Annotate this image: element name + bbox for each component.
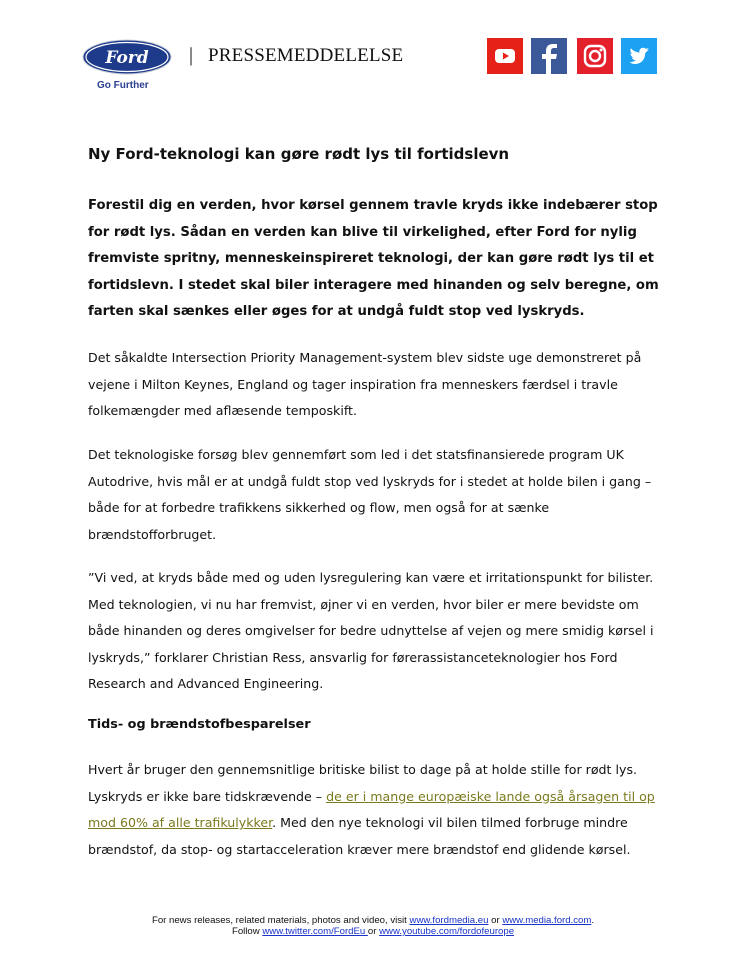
youtube-icon: [487, 38, 523, 74]
body-paragraph-2: Det teknologiske forsøg blev gennemført som led i det statsfinansierede program UK Autodrive, hvis mål er at undgå fuldt stop ved lyskryds for i stedet at holde bilen i gang – både for at forbedre trafikkens sikkerhed og flow, men også for at sænke brændstofforbruget.: [88, 447, 652, 542]
footer-text: or: [488, 915, 503, 926]
document-type: PRESSEMEDDELELSE: [208, 45, 404, 66]
accident-statistics-link[interactable]: de er i mange europæiske lande også årsagen til op mod 60% af alle trafikulykker: [88, 788, 655, 830]
footer-line-2: [0, 926, 746, 937]
paragraph-text: . Med den nye teknologi vil bilen tilmed forbruge mindre brændstof, da stop- og startacceleration kræver mere brændstof end glidende kørsel.: [88, 815, 631, 857]
youtube-link[interactable]: [487, 38, 523, 74]
twitter-link[interactable]: [621, 38, 657, 74]
footer-line-1: [0, 915, 746, 926]
instagram-icon: [577, 38, 613, 74]
footer-text: or: [367, 926, 380, 937]
tagline: Go Further: [97, 80, 149, 91]
fordmedia-link[interactable]: www.fordmedia.eu: [409, 915, 489, 926]
header-separator: |: [189, 44, 194, 66]
footer-text: Follow: [231, 926, 263, 937]
footer-text: For news releases, related materials, photos and video, visit: [151, 915, 410, 926]
article-title: Ny Ford-teknologi kan gøre rødt lys til fortidslevn: [88, 145, 510, 163]
section-subheading: Tids- og brændstofbesparelser: [88, 717, 311, 732]
instagram-link[interactable]: [577, 38, 613, 74]
ford-logo-wordmark: Ford: [105, 48, 149, 68]
ford-logo[interactable]: [82, 39, 172, 75]
footer-text: .: [591, 915, 595, 926]
footer: [0, 915, 746, 937]
quote-paragraph: ”Vi ved, at kryds både med og uden lysregulering kan være et irritationspunkt for bilister. Med teknologien, vi nu har fremvist, øjner vi en verden, hvor biler er mere bevidste om både hinanden og deres omgivelser for bedre udnyttelse af vejen og mere smidig kørsel i lyskryds,” forklarer Christian Ress, ansvarlig for førerassistanceteknologier hos Ford Research and Advanced Engineering.: [88, 570, 654, 691]
body-paragraph-1: Det såkaldte Intersection Priority Management-system blev sidste uge demonstreret på vejene i Milton Keynes, England og tager inspiration fra menneskers færdsel i travle folkemængder med aflæsende temposkift.: [88, 350, 642, 418]
facebook-icon: [531, 38, 567, 74]
media-ford-link[interactable]: www.media.ford.com: [502, 915, 592, 926]
youtube-link-text[interactable]: www.youtube.com/fordofeurope: [379, 926, 515, 937]
paragraph-text: Hvert år bruger den gennemsnitlige britiske bilist to dage på at holde stille for rødt lys. Lyskryds er ikke bare tidskrævende –: [88, 762, 638, 804]
facebook-link[interactable]: [531, 38, 567, 74]
lead-paragraph: Forestil dig en verden, hvor kørsel gennem travle kryds ikke indebærer stop for rødt lys. Sådan en verden kan blive til virkelighed, efter Ford for nylig fremviste spritny, menneskeinspireret teknologi, der kan gøre rødt lys til et fortidslevn. I stedet skal biler interagere med hinanden og selv beregne, om farten skal sænkes eller øges for at undgå fuldt stop ved lyskryds.: [88, 198, 659, 319]
body-paragraph-4: [88, 757, 668, 863]
twitter-icon: [621, 38, 657, 74]
twitter-link-text[interactable]: www.twitter.com/FordEu: [262, 926, 368, 937]
